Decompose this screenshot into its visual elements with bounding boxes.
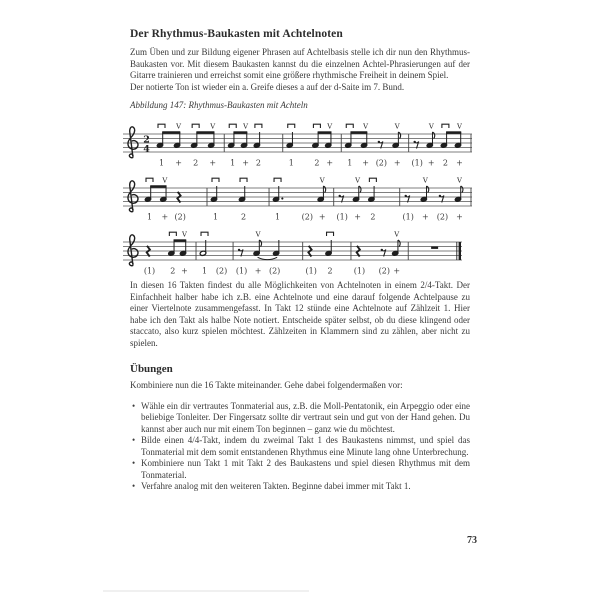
svg-text:(2): (2) <box>301 212 313 222</box>
svg-text:(1): (1) <box>235 266 248 276</box>
svg-text:+: + <box>456 212 463 222</box>
svg-text:(2): (2) <box>268 266 281 276</box>
page-content <box>130 28 470 493</box>
music-staff-2 <box>121 170 473 224</box>
svg-text:+: + <box>354 212 361 222</box>
scan-artifact-line <box>103 590 309 592</box>
svg-text:(1): (1) <box>353 266 366 276</box>
list-item: • Bilde einen 4/4-Takt, indem du zweimal Takt 1 des Baukastens nimmst, und spiel das Tonmaterial mit dem somit entstandenen Rhythmus eine Minute lang ohne Unterbrechung. <box>130 435 470 458</box>
section-heading: Der Rhythmus-Baukasten mit Achtelnoten <box>130 28 343 40</box>
svg-text:V: V <box>355 176 361 185</box>
svg-text:+: + <box>318 212 326 222</box>
svg-text:V: V <box>176 122 182 131</box>
svg-text:2: 2 <box>442 158 448 168</box>
svg-text:(2): (2) <box>436 212 449 222</box>
list-item: • Kombiniere nun Takt 1 mit Takt 2 des Baukastens und spiel diesen Rhythmus mit dem Tonmaterial. <box>130 458 470 481</box>
svg-text:+: + <box>456 158 463 168</box>
svg-text:4: 4 <box>143 143 150 155</box>
svg-text:V: V <box>255 230 261 239</box>
svg-text:2: 2 <box>255 158 261 168</box>
music-staff-1 <box>121 116 473 170</box>
svg-text:+: + <box>393 266 401 276</box>
svg-text:(1): (1) <box>336 212 348 222</box>
svg-text:+: + <box>254 266 262 276</box>
svg-text:+: + <box>209 158 217 168</box>
svg-text:V: V <box>182 230 187 239</box>
svg-text:V: V <box>457 122 462 131</box>
svg-text:1: 1 <box>288 158 294 168</box>
svg-text:1: 1 <box>158 158 165 168</box>
svg-text:(1): (1) <box>402 212 414 222</box>
svg-text:2: 2 <box>143 134 150 146</box>
intro-paragraph: Zum Üben und zur Bildung eigener Phrasen auf Achtelbasis stelle ich dir nun den Rhythmus-Baukasten vor. Mit diesem Baukasten kannst du die einzelnen Achtel-Phrasierungen auf der Gitarre trainieren und erreichst somit eine größere rhythmische Freiheit in deinem Spiel. <box>130 47 470 80</box>
svg-text:+: + <box>181 266 188 276</box>
svg-text:+: + <box>326 158 334 168</box>
svg-text:+: + <box>362 158 369 168</box>
exercise-list <box>130 401 470 493</box>
svg-text:(2): (2) <box>215 266 228 276</box>
svg-text:V: V <box>457 176 462 185</box>
svg-text:V: V <box>422 176 428 185</box>
svg-text:+: + <box>421 212 429 222</box>
svg-text:1: 1 <box>230 158 236 168</box>
svg-text:1: 1 <box>201 266 208 276</box>
svg-text:2: 2 <box>370 212 376 222</box>
svg-text:1: 1 <box>274 212 281 222</box>
uebungen-intro: Kombiniere nun die 16 Takte miteinander. Gehe dabei folgendermaßen vor: <box>130 380 403 390</box>
uebungen-heading: Übungen <box>130 363 173 375</box>
svg-text:(2): (2) <box>174 212 186 222</box>
svg-text:V: V <box>243 122 249 131</box>
svg-text:+: + <box>393 158 401 168</box>
svg-text:V: V <box>327 122 333 131</box>
svg-text:+: + <box>242 158 249 168</box>
music-notation-figure <box>121 116 470 278</box>
figure-caption: Abbildung 147: Rhythmus-Baukasten mit Achteln <box>130 100 308 110</box>
music-staff-3 <box>121 224 463 278</box>
svg-text:+: + <box>427 158 435 168</box>
svg-text:V: V <box>210 122 216 131</box>
list-item: • Wähle ein dir vertrautes Tonmaterial aus, z.B. die Moll-Pentatonik, ein Arpeggio oder eine beliebige Tonleiter. Der Fingersatz sollte dir vertraut sein und gut von der Hand gehen. Du kannst aber auch nur mit einem Ton beginnen – ganz wie du möchtest. <box>130 401 470 436</box>
list-item: • Verfahre analog mit den weiteren Takten. Beginne dabei immer mit Takt 1. <box>130 481 470 493</box>
note-tone-paragraph: Der notierte Ton ist wieder ein a. Greife dieses a auf der d-Saite im 7. Bund. <box>130 81 405 92</box>
svg-text:+: + <box>161 212 169 222</box>
svg-text:(2): (2) <box>378 266 390 276</box>
svg-text:+: + <box>175 158 182 168</box>
svg-text:1: 1 <box>146 212 153 222</box>
svg-text:2: 2 <box>170 266 176 276</box>
svg-text:V: V <box>428 122 434 131</box>
svg-text:1: 1 <box>212 212 219 222</box>
svg-text:(1): (1) <box>143 266 156 276</box>
svg-text:2: 2 <box>314 158 320 168</box>
svg-text:2: 2 <box>240 212 247 222</box>
svg-text:(2): (2) <box>375 158 388 168</box>
svg-text:(1): (1) <box>305 266 317 276</box>
svg-text:2: 2 <box>327 266 333 276</box>
explanation-paragraph: In diesen 16 Takten findest du alle Möglichkeiten von Achtelnoten in einem 2/4-Takt. Der Einfachheit halber habe ich z.B. eine Achtelnote und eine darauf folgende Achtelpause zu einer Viertelnote zusammengefasst. In Takt 12 stünde eine Achtelnote auf Zählzeit 1. Hier habe ich den Takt als halbe Note notiert. Entscheide später selbst, ob du diese klingend oder staccato, also kurz spielen möchtest. Zählzeiten in Klammern sind zu zählen, aber nicht zu spielen. <box>130 280 470 348</box>
svg-text:V: V <box>162 176 168 185</box>
svg-text:V: V <box>319 176 325 185</box>
page-number: 73 <box>467 535 477 546</box>
svg-text:V: V <box>394 122 400 131</box>
svg-text:(1): (1) <box>411 158 423 168</box>
svg-text:2: 2 <box>193 158 199 168</box>
svg-text:1: 1 <box>347 158 353 168</box>
svg-text:V: V <box>363 122 369 131</box>
svg-text:V: V <box>394 230 400 239</box>
